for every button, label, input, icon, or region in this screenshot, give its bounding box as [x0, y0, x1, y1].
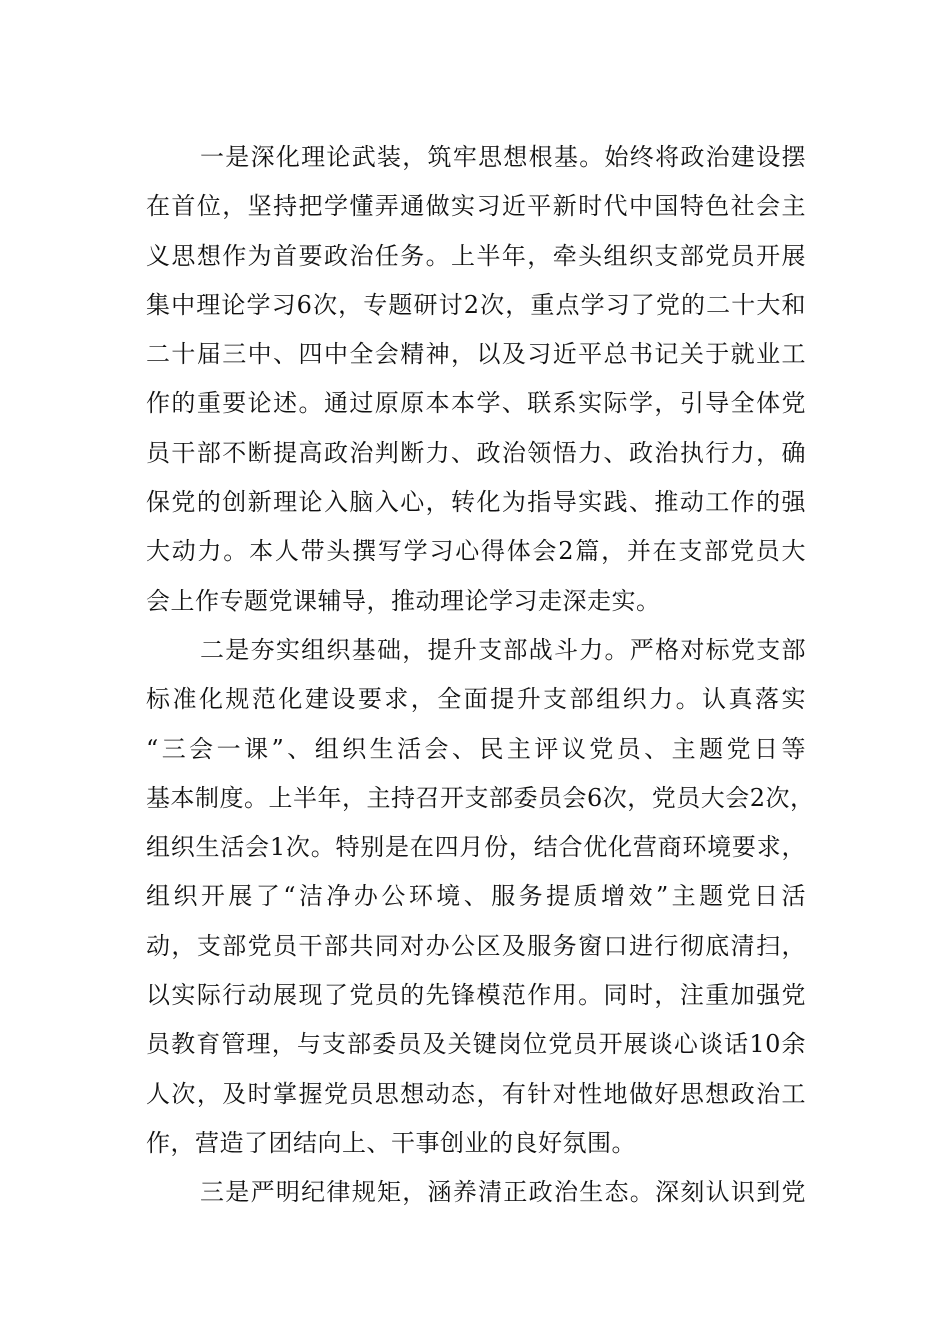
text-line: 大动力。本人带头撰写学习心得体会2篇，并在支部党员大	[146, 537, 806, 566]
text-line: 保党的创新理论入脑入心，转化为指导实践、推动工作的强	[146, 488, 806, 517]
text-line: 组织生活会1次。特别是在四月份，结合优化营商环境要求，	[146, 833, 806, 862]
text-line: 员干部不断提高政治判断力、政治领悟力、政治执行力，确	[146, 438, 806, 467]
text-line: 人次，及时掌握党员思想动态，有针对性地做好思想政治工	[146, 1079, 806, 1108]
text-line: “三会一课”、组织生活会、民主评议党员、主题党日等	[146, 734, 806, 763]
text-line: 基本制度。上半年，主持召开支部委员会6次，党员大会2次，	[146, 783, 815, 812]
text-line: 标准化规范化建设要求，全面提升支部组织力。认真落实	[146, 685, 806, 714]
paragraph-theory-study	[146, 133, 806, 626]
text-line: 作，营造了团结向上、干事创业的良好氛围。	[146, 1128, 636, 1157]
text-line: 会上作专题党课辅导，推动理论学习走深走实。	[146, 586, 661, 615]
text-line: 二十届三中、四中全会精神，以及习近平总书记关于就业工	[146, 340, 806, 369]
document-body	[146, 133, 815, 1218]
text-line: 在首位，坚持把学懂弄通做实习近平新时代中国特色社会主	[146, 192, 806, 221]
text-line: 集中理论学习6次，专题研讨2次，重点学习了党的二十大和	[146, 290, 806, 319]
text-line: 以实际行动展现了党员的先锋模范作用。同时，注重加强党	[146, 981, 806, 1010]
text-line: 一是深化理论武装，筑牢思想根基。始终将政治建设摆	[200, 143, 806, 171]
text-line: 组织开展了“洁净办公环境、服务提质增效”主题党日活	[146, 882, 806, 911]
text-line: 员教育管理，与支部委员及关键岗位党员开展谈心谈话10余	[146, 1030, 806, 1059]
text-line: 二是夯实组织基础，提升支部战斗力。严格对标党支部	[200, 635, 806, 664]
text-line: 三是严明纪律规矩，涵养清正政治生态。深刻认识到党	[200, 1178, 806, 1207]
text-line: 作的重要论述。通过原原本本学、联系实际学，引导全体党	[146, 389, 806, 418]
text-line: 义思想作为首要政治任务。上半年，牵头组织支部党员开展	[146, 241, 806, 270]
paragraph-organization-building	[146, 626, 815, 1168]
paragraph-discipline	[146, 1168, 806, 1217]
text-line: 动，支部党员干部共同对办公区及服务窗口进行彻底清扫，	[146, 931, 806, 960]
